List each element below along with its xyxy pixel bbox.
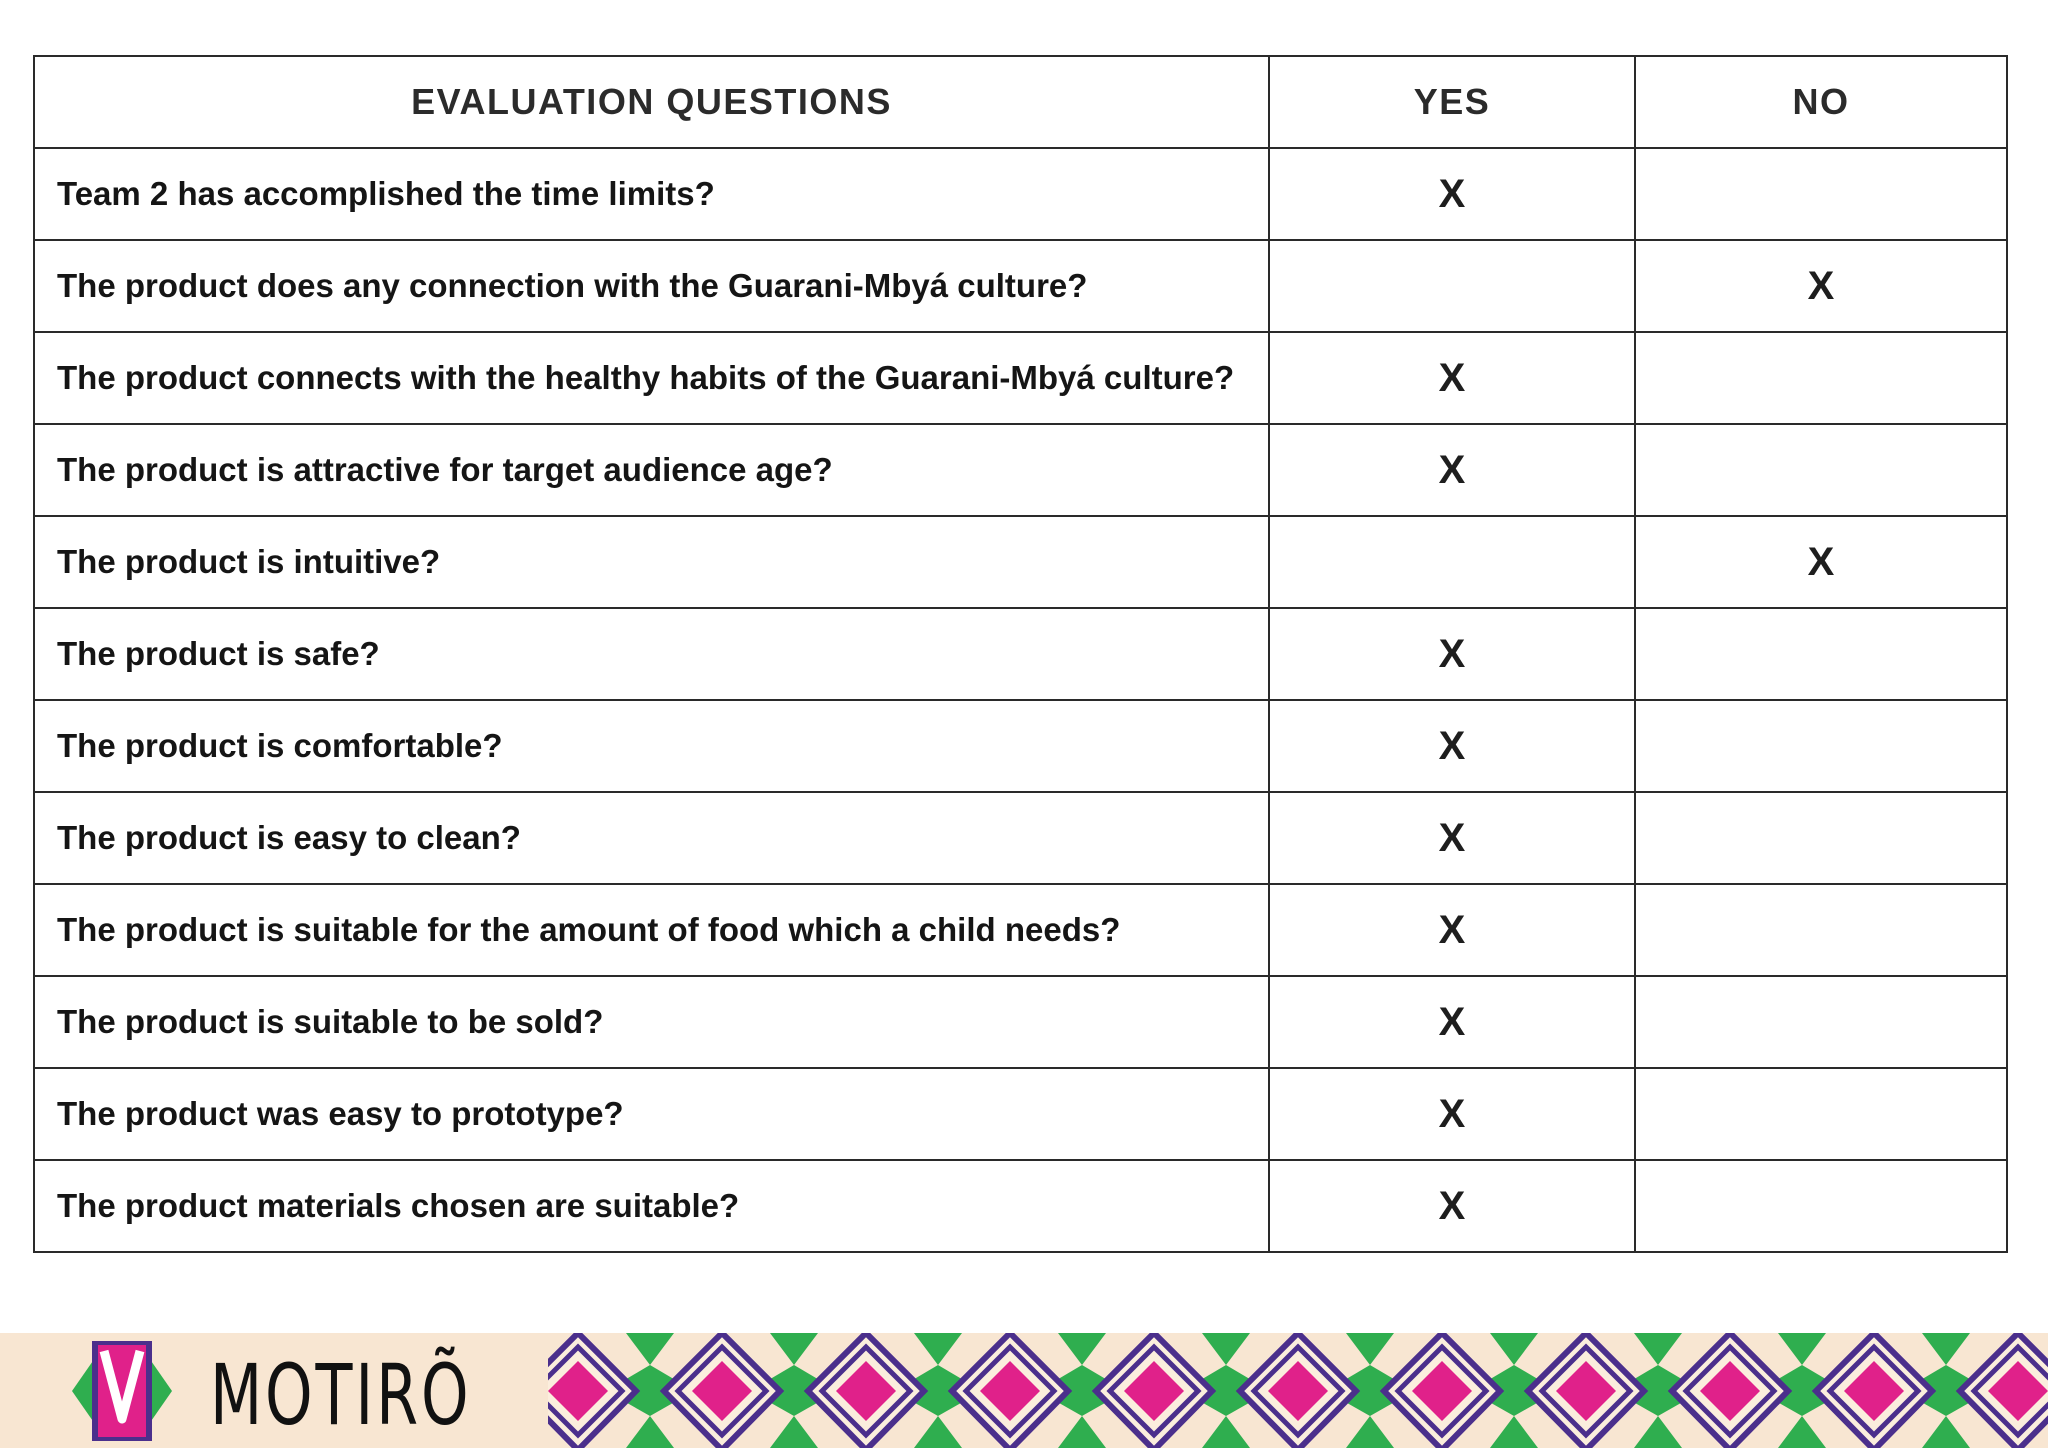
- brand-name: MOTIRÕ: [210, 1346, 472, 1444]
- no-mark-cell: X: [1635, 240, 2007, 332]
- header-yes: YES: [1269, 56, 1635, 148]
- yes-mark-cell: X: [1269, 792, 1635, 884]
- yes-mark-cell: X: [1269, 148, 1635, 240]
- yes-mark-cell: X: [1269, 884, 1635, 976]
- footer-banner: [0, 1333, 2048, 1448]
- question-cell: The product does any connection with the Guarani-Mbyá culture?: [34, 240, 1269, 332]
- yes-mark-cell: [1269, 240, 1635, 332]
- no-mark-cell: [1635, 1068, 2007, 1160]
- question-cell: The product is intuitive?: [34, 516, 1269, 608]
- yes-mark-cell: X: [1269, 1160, 1635, 1252]
- table-row: [34, 1160, 2007, 1252]
- evaluation-table: [33, 55, 2008, 1253]
- no-mark-cell: [1635, 700, 2007, 792]
- yes-mark-cell: X: [1269, 424, 1635, 516]
- table-row: [34, 516, 2007, 608]
- no-mark-cell: X: [1635, 516, 2007, 608]
- table-row: [34, 332, 2007, 424]
- question-cell: The product is safe?: [34, 608, 1269, 700]
- question-cell: The product is suitable to be sold?: [34, 976, 1269, 1068]
- question-cell: The product connects with the healthy habits of the Guarani-Mbyá culture?: [34, 332, 1269, 424]
- table-row: [34, 424, 2007, 516]
- question-cell: Team 2 has accomplished the time limits?: [34, 148, 1269, 240]
- no-mark-cell: [1635, 424, 2007, 516]
- yes-mark-cell: X: [1269, 608, 1635, 700]
- yes-mark-cell: X: [1269, 1068, 1635, 1160]
- table-row: [34, 700, 2007, 792]
- table-row: [34, 240, 2007, 332]
- motiro-logo-icon: [62, 1337, 182, 1445]
- question-cell: The product is easy to clean?: [34, 792, 1269, 884]
- pattern-tile: [1960, 1333, 2048, 1448]
- no-mark-cell: [1635, 792, 2007, 884]
- header-no: NO: [1635, 56, 2007, 148]
- no-mark-cell: [1635, 608, 2007, 700]
- no-mark-cell: [1635, 1160, 2007, 1252]
- question-cell: The product was easy to prototype?: [34, 1068, 1269, 1160]
- yes-mark-cell: X: [1269, 976, 1635, 1068]
- table-row: [34, 792, 2007, 884]
- table-header-row: [34, 56, 2007, 148]
- table-row: [34, 884, 2007, 976]
- question-cell: The product is comfortable?: [34, 700, 1269, 792]
- yes-mark-cell: [1269, 516, 1635, 608]
- no-mark-cell: [1635, 884, 2007, 976]
- no-mark-cell: [1635, 976, 2007, 1068]
- no-mark-cell: [1635, 332, 2007, 424]
- question-cell: The product is suitable for the amount of food which a child needs?: [34, 884, 1269, 976]
- yes-mark-cell: X: [1269, 332, 1635, 424]
- no-mark-cell: [1635, 148, 2007, 240]
- table-row: [34, 1068, 2007, 1160]
- question-cell: The product materials chosen are suitable?: [34, 1160, 1269, 1252]
- yes-mark-cell: X: [1269, 700, 1635, 792]
- decorative-diamond-pattern: [548, 1333, 2048, 1448]
- question-cell: The product is attractive for target audience age?: [34, 424, 1269, 516]
- table-row: [34, 148, 2007, 240]
- table-row: [34, 608, 2007, 700]
- header-evaluation-questions: EVALUATION QUESTIONS: [34, 56, 1269, 148]
- table-row: [34, 976, 2007, 1068]
